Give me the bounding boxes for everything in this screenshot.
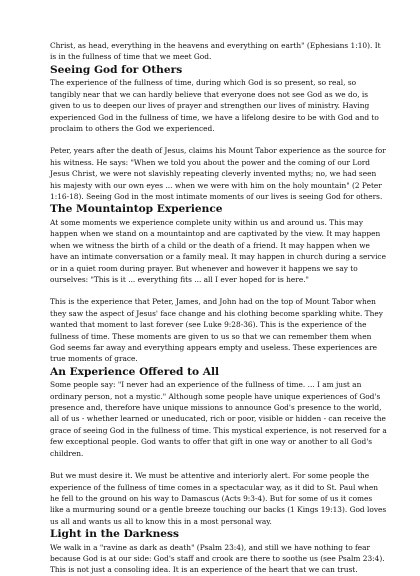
paragraph: But we must desire it. We must be attentive and interiorly alert. For some people the experience of the fullness of time comes in a spectacular way, as it did to St. Paul when he fell to the ground on his way to Damascus (Acts 9:3-4). But for some of us it comes like a murmuring sound or a gentle breeze touching our backs (1 Kings 19:13). God loves us all and wants us all to know this in a most personal way. <box>50 471 387 526</box>
paragraph: Some people say: "I never had an experience of the fullness of time. ... I am just an ordinary person, not a mystic." Although some people have unique experiences of God's presence and, therefore have unique missions to announce God's presence to the world, all of us - whether learned or uneducated, rich or poor, visible or hidden - can receive the grace of seeing God in the fullness of time. This mystical experience, is not reserved for a few exceptional people. God wants to offer that gift in one way or another to all God's children. <box>50 380 387 458</box>
intro-paragraph: Christ, as head, everything in the heavens and everything on earth" (Ephesians 1:10). It is in the fullness of time that we meet God. <box>50 41 381 62</box>
paragraph: The experience of the fullness of time, during which God is so present, so real, so tangibly near that we can hardly believe that everyone does not see God as we do, is given to us to deepen our lives of prayer and strengthen our lives of ministry. Having experienced God in the fullness of time, we have a lifelong desire to be with God and to proclaim to others the God we experienced. <box>50 78 379 133</box>
section-heading: Seeing God for Others <box>50 63 183 76</box>
paragraph: At some moments we experience complete unity within us and around us. This may happen when we stand on a mountaintop and are captivated by the view. It may happen when we witness the birth of a child or the death of a friend. It may happen when we have an intimate conversation or a family meal. It may happen in church during a service or in a quiet room during prayer. But whenever and however it happens we say to ourselves: "This is it ... everything fits ... all I ever hoped for is here." <box>50 217 386 284</box>
section-seeing-god-for-others <box>50 64 387 203</box>
section-heading: The Mountaintop Experience <box>50 203 223 216</box>
section-light-in-the-darkness <box>50 528 387 576</box>
intro-section <box>50 40 387 63</box>
section-heading: An Experience Offered to All <box>50 365 220 378</box>
section-heading: Light in the Darkness <box>50 528 179 541</box>
section-mountaintop-experience <box>50 203 387 364</box>
paragraph: This is the experience that Peter, James, and John had on the top of Mount Tabor when they saw the aspect of Jesus' face change and his clothing become sparkling white. They wanted that moment to last forever (see Luke 9:28-36). This is the experience of the fullness of time. These moments are given to us so that we can remember them when God seems far away and everything appears empty and useless. These experiences are true moments of grace. <box>50 297 383 364</box>
section-experience-offered-to-all <box>50 366 387 527</box>
paragraph: Peter, years after the death of Jesus, claims his Mount Tabor experience as the source for his witness. He says: "When we told you about the power and the coming of our Lord Jesus Christ, we were not slavishly repeating cleverly invented myths; no, we had seen his majesty with our own eyes ... when we were with him on the holy mountain" (2 Peter 1:16-18). Seeing God in the most intimate moments of our lives is seeing God for others. <box>50 146 386 201</box>
paragraph: We walk in a "ravine as dark as death" (Psalm 23:4), and still we have nothing to fear because God is at our side: God's staff and crook are there to soothe us (see Psalm 23:4). This is not just a consoling idea. It is an experience of the heart that we can trust. <box>50 542 385 575</box>
